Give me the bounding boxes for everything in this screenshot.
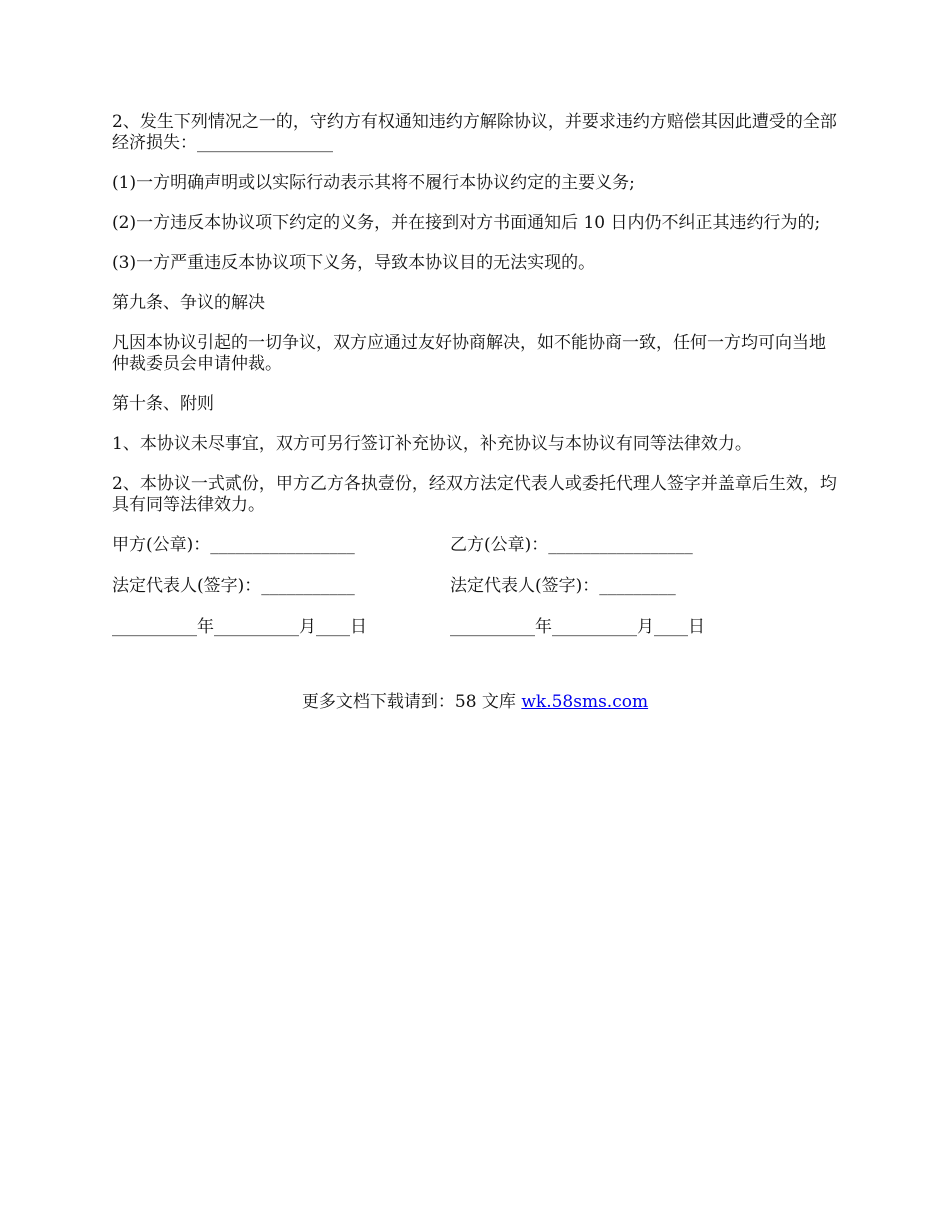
party-a-date-line: __________年__________月____日 [112,617,367,637]
seal-row [112,535,842,556]
clause-8-item-2: 2、发生下列情况之一的，守约方有权通知违约方解除协议，并要求违约方赔偿其因此遭受的全部经济损失：________________ [112,112,837,153]
clause-9-text: 凡因本协议引起的一切争议，双方应通过友好协商解决，如不能协商一致，任何一方均可向当地仲裁委员会申请仲裁。 [112,333,826,374]
party-b-seal-line: 乙方(公章)：_________________ [450,535,693,555]
footer-text: 更多文档下载请到：58 文库 [301,692,522,712]
party-b-representative-line: 法定代表人(签字)：_________ [450,576,676,596]
date-row [112,617,842,638]
document-body [112,112,842,658]
party-b-date-line: __________年__________月____日 [450,617,705,637]
footer-link[interactable]: wk.58sms.com [521,692,649,712]
party-a-seal-line: 甲方(公章)：_________________ [112,535,355,555]
clause-8-item-2-sub-1: (1)一方明确声明或以实际行动表示其将不履行本协议约定的主要义务; [112,173,635,193]
clause-10-heading: 第十条、附则 [112,394,214,414]
download-footer [0,692,950,713]
clause-10-item-2: 2、本协议一式贰份，甲方乙方各执壹份，经双方法定代表人或委托代理人签字并盖章后生效，均具有同等法律效力。 [112,474,837,515]
clause-8-item-2-sub-3: (3)一方严重违反本协议项下义务，导致本协议目的无法实现的。 [112,253,596,273]
clause-10-item-1: 1、本协议未尽事宜，双方可另行签订补充协议，补充协议与本协议有同等法律效力。 [112,434,752,454]
party-a-representative-line: 法定代表人(签字)：___________ [112,576,355,596]
clause-9-heading: 第九条、争议的解决 [112,293,265,313]
clause-8-item-2-sub-2: (2)一方违反本协议项下约定的义务，并在接到对方书面通知后 10 日内仍不纠正其违约行为的; [112,213,821,233]
representative-row [112,576,842,597]
